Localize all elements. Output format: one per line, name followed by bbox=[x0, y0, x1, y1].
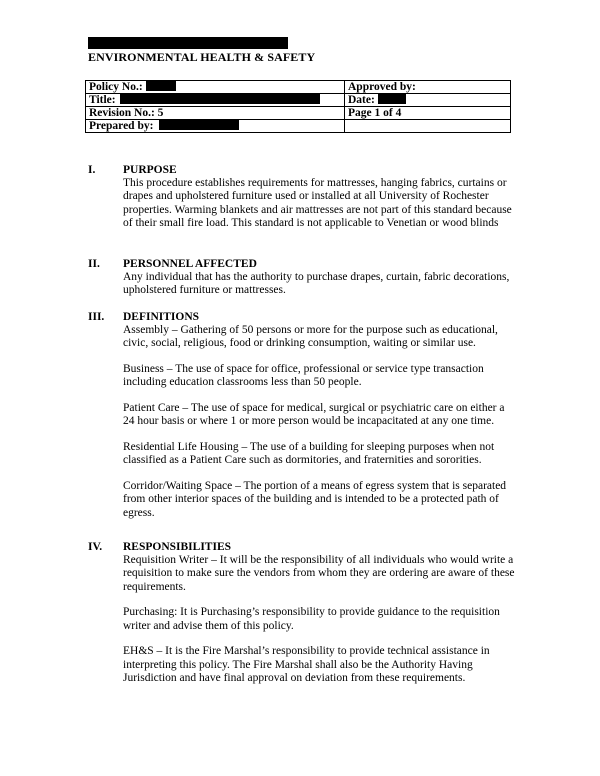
title-cell bbox=[86, 94, 345, 107]
prepared-by-cell bbox=[86, 120, 345, 133]
section-title: PURPOSE bbox=[123, 164, 177, 176]
approved-by-label: Approved by: bbox=[348, 81, 416, 93]
responsibility-ehs: EH&S – It is the Fire Marshal’s responsibility to provide technical assistance in interpreting this policy. The Fire Marshal shall also be the Authority Having Jurisdiction and have final approval on deviation from these requirements. bbox=[123, 645, 490, 685]
department-heading: ENVIRONMENTAL HEALTH & SAFETY bbox=[88, 50, 316, 64]
table-row bbox=[86, 120, 511, 133]
redacted-title bbox=[120, 94, 320, 104]
section-body bbox=[123, 258, 518, 298]
responsibility-purchasing: Purchasing: It is Purchasing’s responsibility to provide guidance to the requisition writer and advise them of this policy. bbox=[123, 606, 500, 632]
redacted-policy-number bbox=[146, 81, 176, 91]
policy-info-table bbox=[85, 80, 511, 133]
prepared-by-label: Prepared by: bbox=[89, 120, 154, 132]
title-label: Title: bbox=[89, 94, 116, 106]
section-title: PERSONNEL AFFECTED bbox=[123, 258, 257, 270]
revision-cell bbox=[86, 107, 345, 120]
section-number: III. bbox=[88, 311, 105, 323]
page-cell bbox=[345, 107, 511, 120]
responsibility-requisition-writer: Requisition Writer – It will be the responsibility of all individuals who would write a requisition to make sure the vendors from whom they are ordering are aware of these requirements. bbox=[123, 554, 515, 593]
table-row bbox=[86, 94, 511, 107]
policy-number-cell bbox=[86, 81, 345, 94]
section-body bbox=[123, 311, 518, 520]
date-cell bbox=[345, 94, 511, 107]
policy-number-label: Policy No.: bbox=[89, 81, 143, 93]
section-body bbox=[123, 164, 518, 231]
redacted-preparer bbox=[159, 120, 239, 130]
empty-cell bbox=[345, 120, 511, 133]
section-title: DEFINITIONS bbox=[123, 311, 200, 323]
revision-label: Revision No.: 5 bbox=[89, 107, 164, 119]
date-label: Date: bbox=[348, 94, 375, 106]
approved-by-cell bbox=[345, 81, 511, 94]
definition-residential-life-housing: Residential Life Housing – The use of a building for sleeping purposes when not classified as a Patient Care such as dormitories, and fraternities and sororities. bbox=[123, 441, 495, 467]
section-title: RESPONSIBILITIES bbox=[123, 541, 232, 553]
section-number: I. bbox=[88, 164, 96, 176]
section-number: II. bbox=[88, 258, 100, 270]
definition-business: Business – The use of space for office, professional or service type transaction including education classrooms less than 50 people. bbox=[123, 363, 484, 389]
definition-corridor-waiting-space: Corridor/Waiting Space – The portion of a means of egress system that is separated from other interior spaces of the building and is intended to be a protected path of egress. bbox=[123, 480, 507, 519]
definition-assembly: Assembly – Gathering of 50 persons or more for the purpose such as educational, civic, social, religious, food or drinking consumption, waiting or similar use. bbox=[123, 324, 498, 350]
section-paragraph: This procedure establishes requirements for mattresses, hanging fabrics, curtains or drapes and upholstered furniture used or installed at all University of Rochester properties. Warming blankets and air mattresses are not part of this standard because of their small fire load. This standard is not applicable to Venetian or wood blinds bbox=[123, 177, 512, 230]
page-label: Page 1 of 4 bbox=[348, 107, 402, 119]
section-paragraph: Any individual that has the authority to purchase drapes, curtain, fabric decorations, upholstered furniture or mattresses. bbox=[123, 271, 510, 297]
section-body bbox=[123, 541, 518, 686]
table-row bbox=[86, 107, 511, 120]
definition-patient-care: Patient Care – The use of space for medical, surgical or psychiatric care on either a 24 hour basis or where 1 or more person would be incapacitated at any one time. bbox=[123, 402, 505, 428]
redacted-date bbox=[378, 94, 406, 104]
section-number: IV. bbox=[88, 541, 103, 553]
table-row bbox=[86, 81, 511, 94]
redacted-header-bar bbox=[88, 37, 288, 49]
